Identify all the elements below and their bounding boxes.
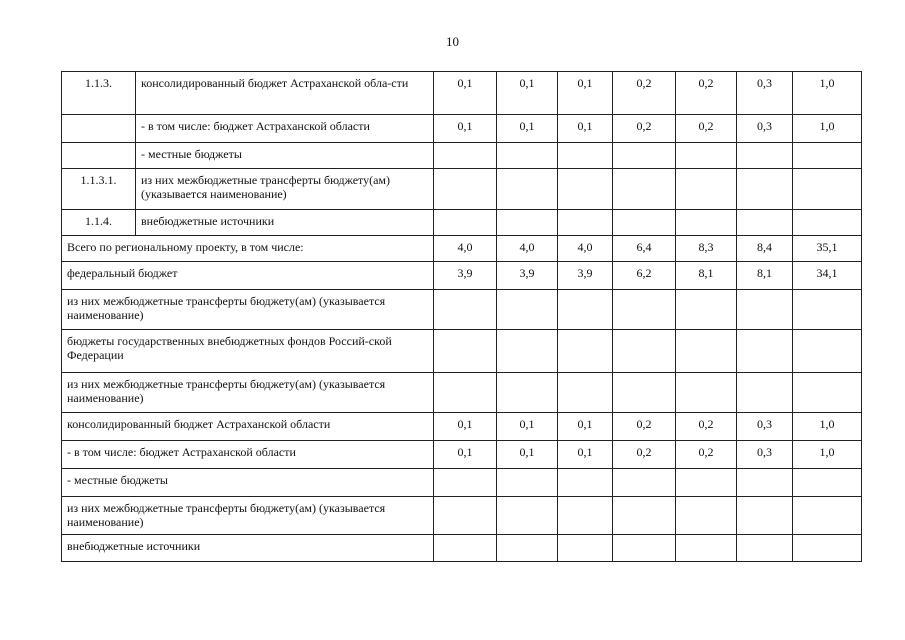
value-cell: 1,0: [793, 72, 862, 115]
row-label: из них межбюджетные трансферты бюджету(ам) (указывается наименование): [136, 169, 434, 210]
value-cell: [613, 143, 676, 169]
value-cell: 3,9: [497, 262, 558, 290]
value-cell: [737, 210, 793, 236]
value-cell: 0,2: [676, 72, 737, 115]
value-cell: [558, 373, 613, 413]
table-row: [62, 262, 862, 290]
value-cell: 0,1: [558, 72, 613, 115]
value-cell: 0,1: [497, 72, 558, 115]
value-cell: [497, 330, 558, 373]
value-cell: 0,1: [434, 115, 497, 143]
value-cell: 4,0: [497, 236, 558, 262]
row-label: бюджеты государственных внебюджетных фондов Россий-ской Федерации: [62, 330, 434, 373]
value-cell: [434, 169, 497, 210]
table-row: [62, 469, 862, 497]
row-code: [62, 143, 136, 169]
value-cell: 0,3: [737, 72, 793, 115]
value-cell: 0,1: [558, 413, 613, 441]
table-row: [62, 441, 862, 469]
value-cell: [676, 330, 737, 373]
value-cell: [558, 143, 613, 169]
value-cell: 0,2: [676, 413, 737, 441]
value-cell: 0,1: [434, 413, 497, 441]
value-cell: [434, 290, 497, 330]
row-label: консолидированный бюджет Астраханской области: [62, 413, 434, 441]
value-cell: 3,9: [434, 262, 497, 290]
value-cell: [737, 373, 793, 413]
value-cell: [613, 373, 676, 413]
value-cell: 8,1: [676, 262, 737, 290]
value-cell: [676, 290, 737, 330]
value-cell: [793, 497, 862, 535]
page-number: 10: [446, 34, 459, 49]
value-cell: [434, 497, 497, 535]
value-cell: 0,1: [497, 441, 558, 469]
row-label: из них межбюджетные трансферты бюджету(ам) (указывается наименование): [62, 373, 434, 413]
value-cell: [676, 469, 737, 497]
value-cell: [676, 169, 737, 210]
value-cell: [793, 373, 862, 413]
value-cell: [558, 330, 613, 373]
value-cell: [434, 330, 497, 373]
value-cell: 34,1: [793, 262, 862, 290]
value-cell: 0,2: [613, 115, 676, 143]
value-cell: [497, 469, 558, 497]
value-cell: [676, 143, 737, 169]
row-label: - в том числе: бюджет Астраханской области: [136, 115, 434, 143]
row-label: внебюджетные источники: [62, 535, 434, 562]
value-cell: [793, 210, 862, 236]
table-row: [62, 373, 862, 413]
value-cell: [434, 373, 497, 413]
table-row: [62, 143, 862, 169]
value-cell: 0,1: [434, 441, 497, 469]
value-cell: 0,1: [497, 115, 558, 143]
row-code: 1.1.3.: [62, 72, 136, 115]
value-cell: 0,3: [737, 115, 793, 143]
table-row: [62, 115, 862, 143]
value-cell: [737, 330, 793, 373]
value-cell: [434, 535, 497, 562]
value-cell: 0,3: [737, 413, 793, 441]
value-cell: [497, 373, 558, 413]
table-row: [62, 497, 862, 535]
value-cell: 0,2: [613, 72, 676, 115]
value-cell: [676, 373, 737, 413]
value-cell: 1,0: [793, 441, 862, 469]
value-cell: 8,4: [737, 236, 793, 262]
value-cell: [613, 210, 676, 236]
value-cell: [613, 497, 676, 535]
value-cell: [497, 210, 558, 236]
value-cell: [676, 535, 737, 562]
value-cell: [793, 169, 862, 210]
row-label: из них межбюджетные трансферты бюджету(ам) (указывается наименование): [62, 497, 434, 535]
value-cell: [613, 469, 676, 497]
value-cell: 0,1: [558, 115, 613, 143]
table-row: [62, 535, 862, 562]
value-cell: [793, 535, 862, 562]
table-row: [62, 413, 862, 441]
value-cell: [737, 469, 793, 497]
value-cell: [613, 169, 676, 210]
table-row: [62, 330, 862, 373]
value-cell: 0,1: [434, 72, 497, 115]
table-row: [62, 290, 862, 330]
row-label: из них межбюджетные трансферты бюджету(ам) (указывается наименование): [62, 290, 434, 330]
row-label: - местные бюджеты: [62, 469, 434, 497]
value-cell: [558, 290, 613, 330]
value-cell: [793, 143, 862, 169]
row-label: внебюджетные источники: [136, 210, 434, 236]
value-cell: [676, 497, 737, 535]
value-cell: 0,2: [613, 413, 676, 441]
value-cell: [558, 497, 613, 535]
table-row: [62, 72, 862, 115]
row-code: 1.1.3.1.: [62, 169, 136, 210]
value-cell: [737, 169, 793, 210]
value-cell: [737, 290, 793, 330]
value-cell: 0,2: [613, 441, 676, 469]
value-cell: [613, 330, 676, 373]
value-cell: 0,2: [676, 115, 737, 143]
value-cell: [793, 469, 862, 497]
row-label: федеральный бюджет: [62, 262, 434, 290]
value-cell: 1,0: [793, 413, 862, 441]
value-cell: 6,4: [613, 236, 676, 262]
value-cell: [793, 290, 862, 330]
value-cell: [737, 535, 793, 562]
value-cell: [737, 497, 793, 535]
value-cell: [558, 210, 613, 236]
value-cell: [434, 143, 497, 169]
value-cell: 0,1: [558, 441, 613, 469]
value-cell: 4,0: [558, 236, 613, 262]
row-label: консолидированный бюджет Астраханской обла-сти: [136, 72, 434, 115]
table-row: [62, 169, 862, 210]
value-cell: [613, 535, 676, 562]
value-cell: [497, 535, 558, 562]
value-cell: [613, 290, 676, 330]
value-cell: [676, 210, 737, 236]
row-label: - в том числе: бюджет Астраханской области: [62, 441, 434, 469]
value-cell: [793, 330, 862, 373]
row-label: Всего по региональному проекту, в том числе:: [62, 236, 434, 262]
value-cell: [434, 469, 497, 497]
value-cell: [497, 169, 558, 210]
value-cell: [558, 535, 613, 562]
value-cell: [497, 497, 558, 535]
value-cell: 8,1: [737, 262, 793, 290]
value-cell: [558, 469, 613, 497]
value-cell: 0,3: [737, 441, 793, 469]
row-code: 1.1.4.: [62, 210, 136, 236]
row-label: - местные бюджеты: [136, 143, 434, 169]
value-cell: 6,2: [613, 262, 676, 290]
row-code: [62, 115, 136, 143]
value-cell: 0,2: [676, 441, 737, 469]
table-row-total: [62, 236, 862, 262]
value-cell: 3,9: [558, 262, 613, 290]
value-cell: [497, 143, 558, 169]
value-cell: [737, 143, 793, 169]
value-cell: 1,0: [793, 115, 862, 143]
value-cell: [434, 210, 497, 236]
value-cell: [558, 169, 613, 210]
budget-table: [61, 71, 862, 562]
table-row: [62, 210, 862, 236]
value-cell: 35,1: [793, 236, 862, 262]
value-cell: [497, 290, 558, 330]
value-cell: 0,1: [497, 413, 558, 441]
value-cell: 4,0: [434, 236, 497, 262]
value-cell: 8,3: [676, 236, 737, 262]
